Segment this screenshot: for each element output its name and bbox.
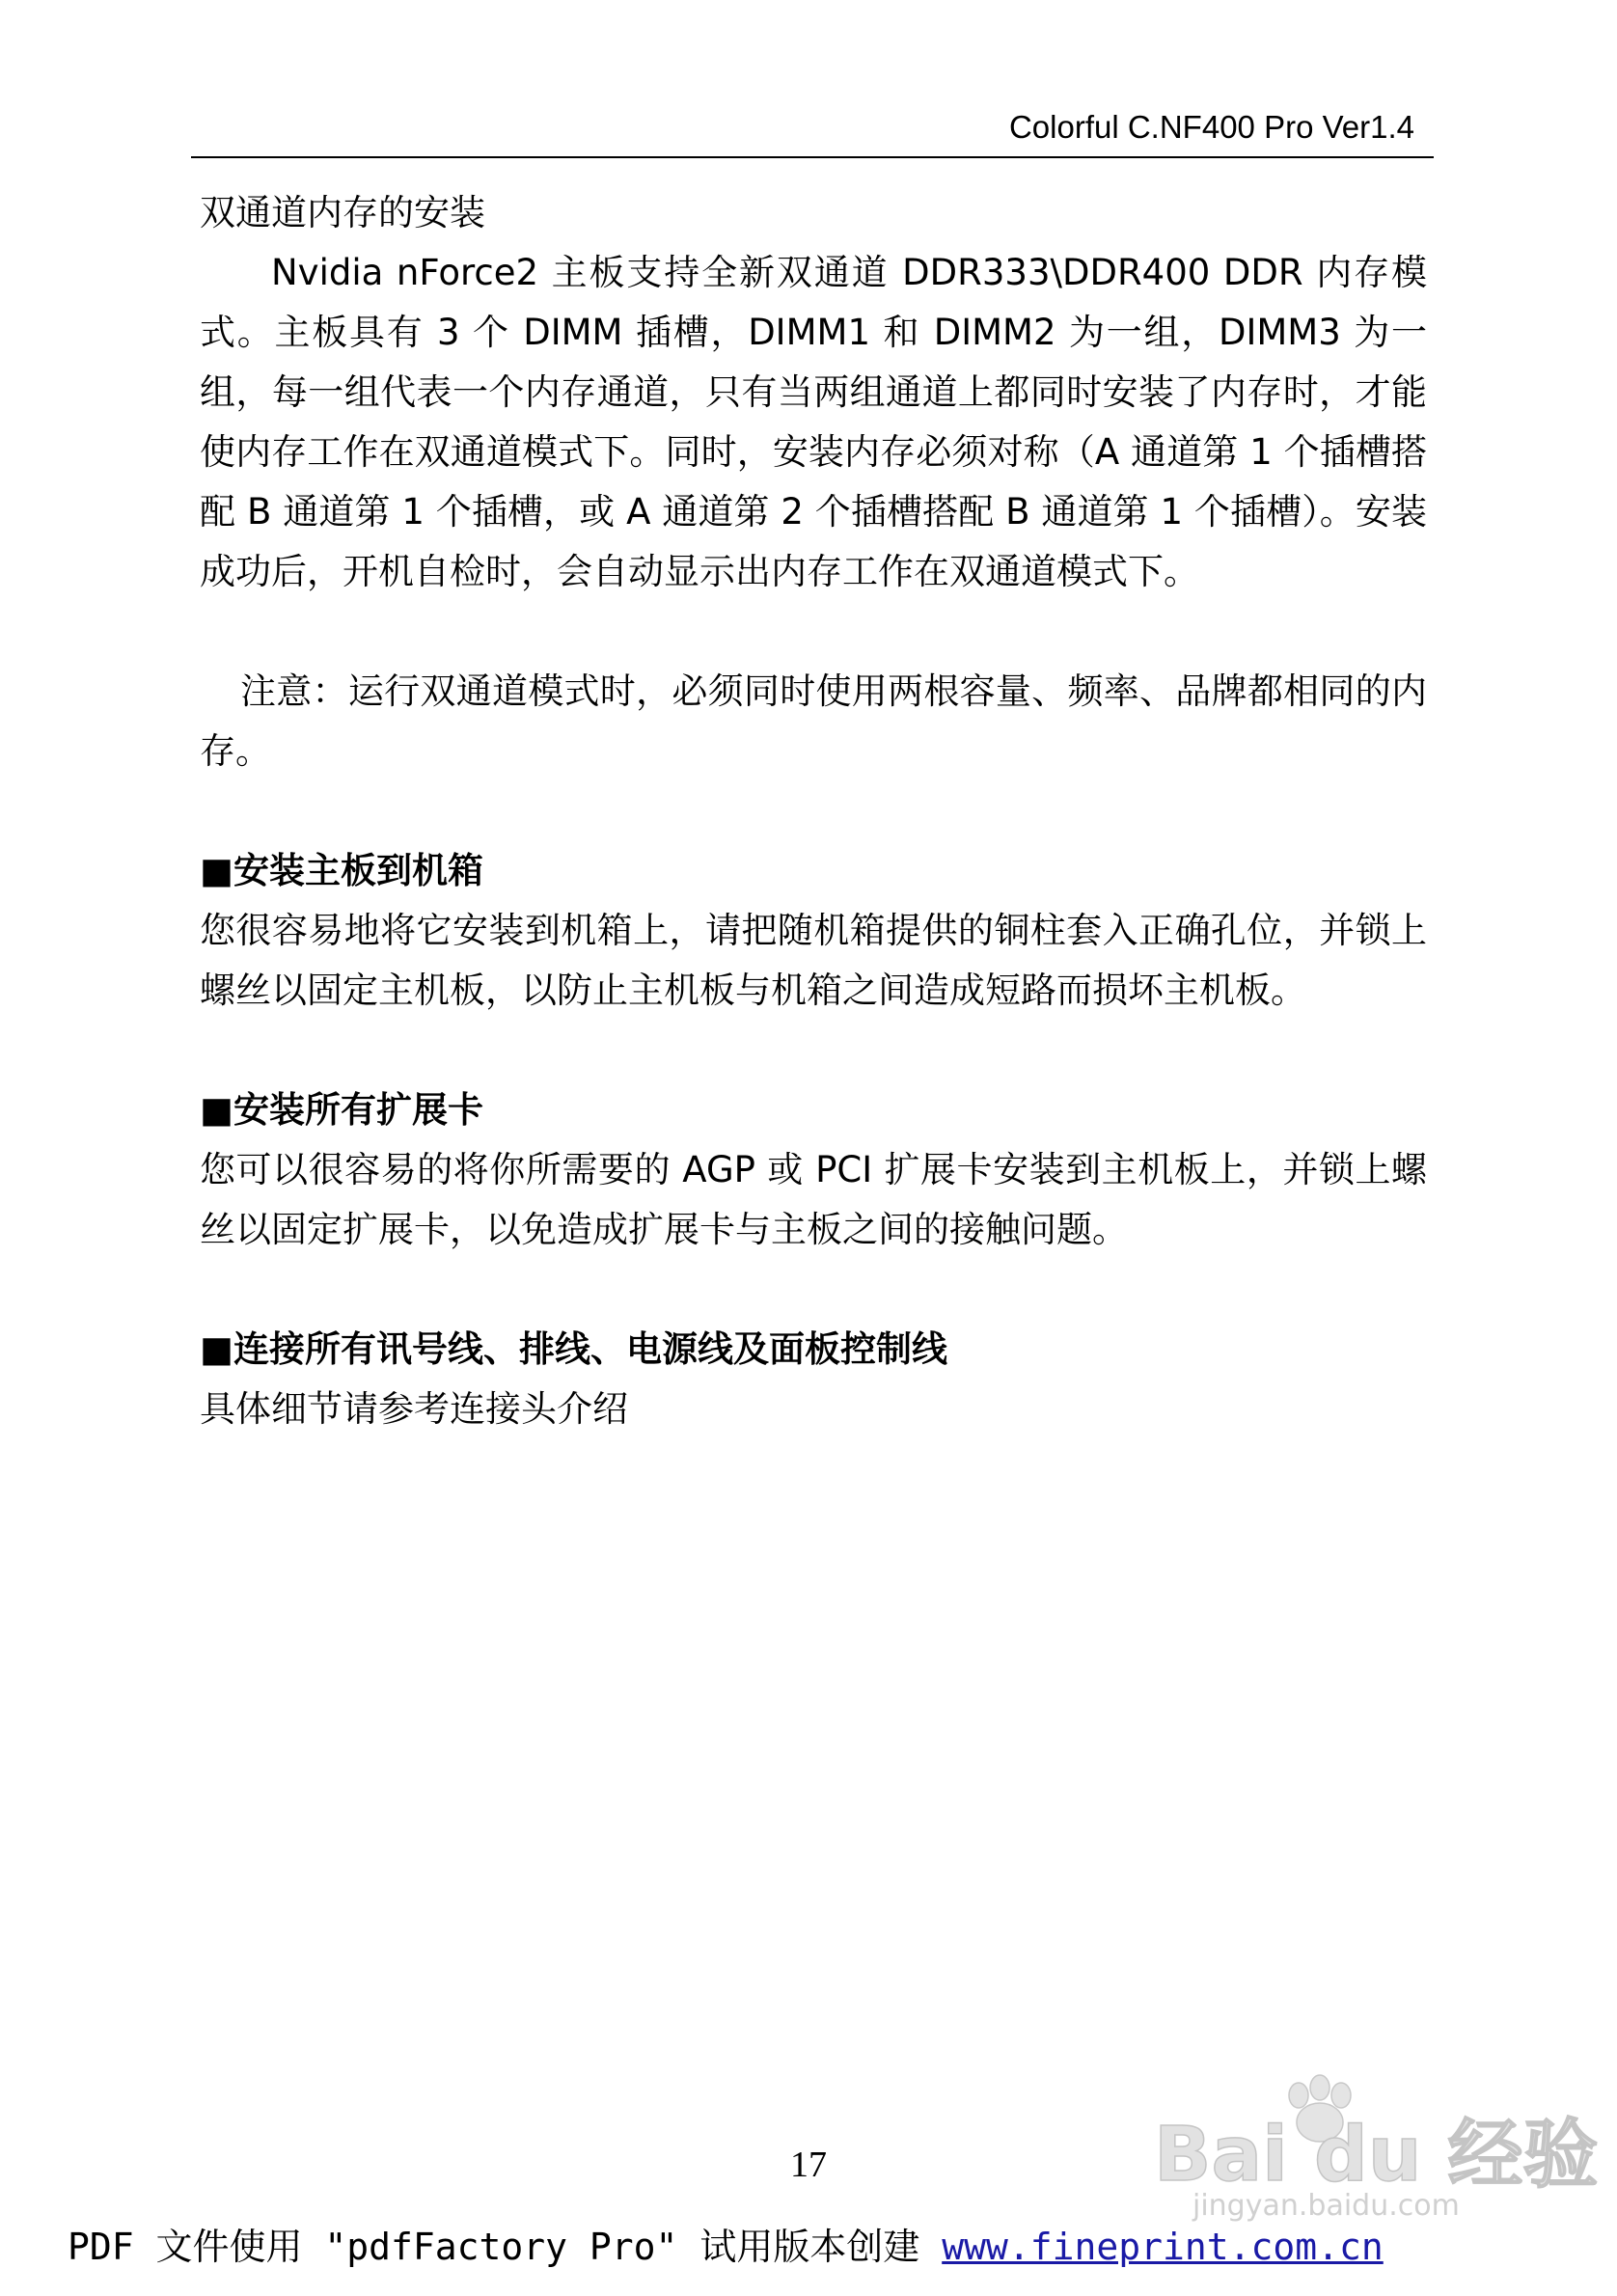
pdf-footer (68, 2217, 1384, 2270)
expansion-title: ■安装所有扩展卡 (200, 1089, 483, 1131)
cables-title: ■连接所有讯号线、排线、电源线及面板控制线 (200, 1328, 947, 1370)
dual-channel-title: 双通道内存的安装 (200, 192, 485, 233)
page-number: 17 (790, 2145, 827, 2185)
page-header (191, 106, 1434, 158)
mount-board-body: 您很容易地将它安装到机箱上，请把随机箱提供的铜柱套入正确孔位，并锁上螺丝以固定主机板，以防止主机板与机箱之间造成短路而损坏主机板。 (200, 910, 1427, 1011)
footer-link[interactable]: www.fineprint.com.cn (942, 2226, 1384, 2268)
baidu-jingyan-watermark (1154, 2074, 1599, 2223)
mount-board-title: ■安装主板到机箱 (200, 850, 483, 891)
page-content (200, 183, 1427, 1439)
dual-channel-note: 注意：运行双通道模式时，必须同时使用两根容量、频率、品牌都相同的内存。 (200, 670, 1427, 772)
watermark-url: jingyan.baidu.com (1192, 2189, 1460, 2223)
header-title: Colorful C.NF400 Pro Ver1.4 (1008, 109, 1414, 145)
footer-text: PDF 文件使用 "pdfFactory Pro" 试用版本创建 (68, 2226, 943, 2268)
cables-body: 具体细节请参考连接头介绍 (200, 1388, 628, 1430)
expansion-body: 您可以很容易的将你所需要的 AGP 或 PCI 扩展卡安装到主机板上，并锁上螺丝以固定扩展卡，以免造成扩展卡与主板之间的接触问题。 (200, 1149, 1427, 1250)
dual-channel-paragraph: Nvidia nForce2 主板支持全新双通道 DDR333\DDR400 DDR 内存模式。主板具有 3 个 DIMM 插槽，DIMM1 和 DIMM2 为一组，DIMM3 为一组，每一组代表一个内存通道，只有当两组通道上都同时安装了内存时，才能使内存工作在双通道模式下。同时，安装内存必须对称（A 通道第 1 个插槽搭配 B 通道第 1 个插槽，或 A 通道第 2 个插槽搭配 B 通道第 1 个插槽）。安装成功后，开机自检时，会自动显示出内存工作在双通道模式下。 (200, 252, 1427, 592)
watermark-brand: Bai du 经验 (1154, 2112, 1599, 2199)
